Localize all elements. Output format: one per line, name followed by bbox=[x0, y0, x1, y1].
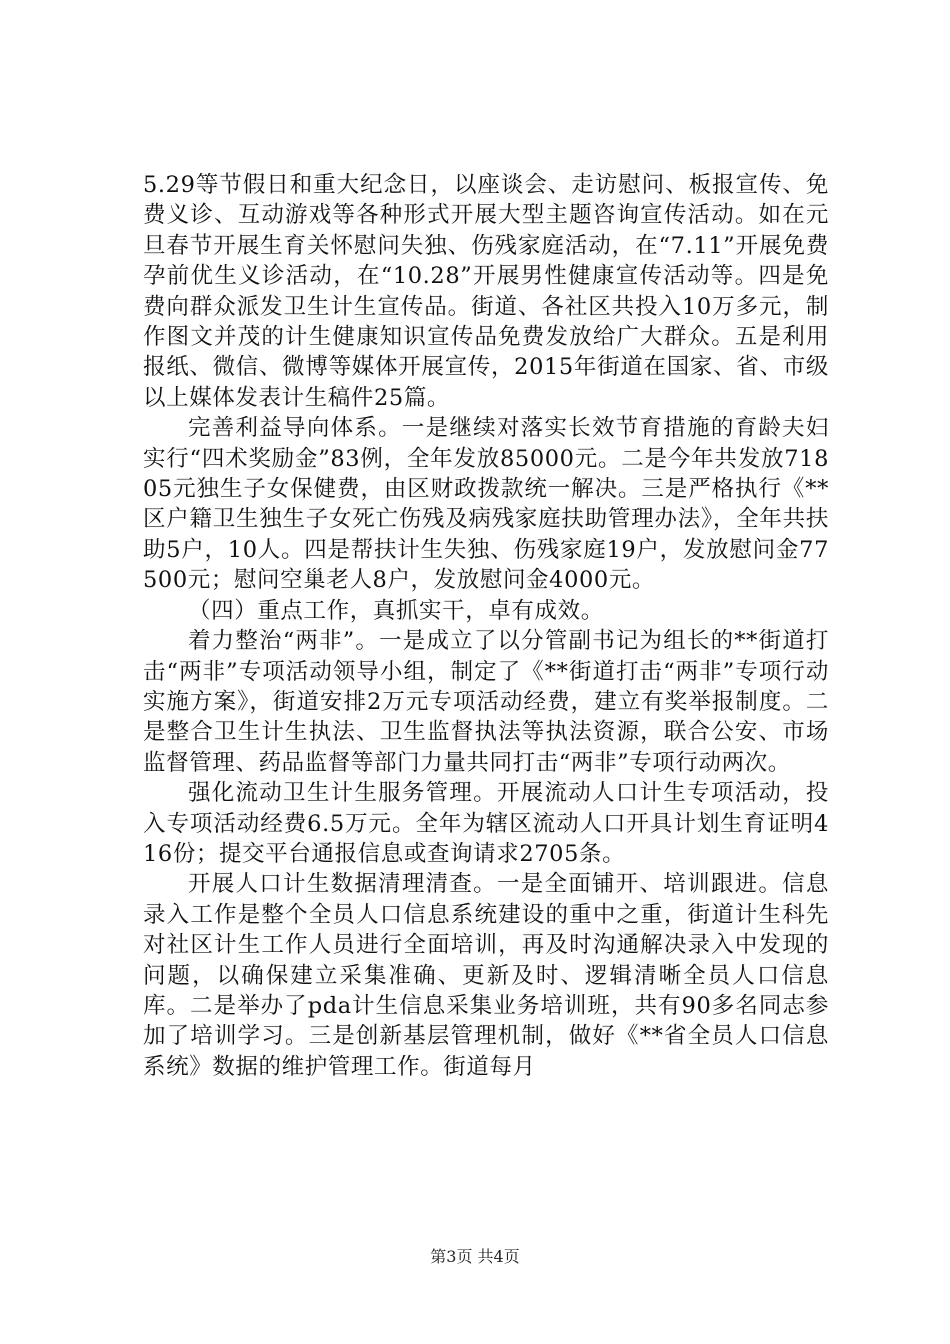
paragraph-publicity-continued: 5.29等节假日和重大纪念日，以座谈会、走访慰问、板报宣传、免费义诊、互动游戏等各种形式开展大型主题咨询宣传活动。如在元旦春节开展生育关怀慰问失独、伤残家庭活动，在“7.11”开展免费孕前优生义诊活动，在“10.28”开展男性健康宣传活动等。四是免费向群众派发卫生计生宣传品。街道、各社区共投入10万多元，制作图文并茂的计生健康知识宣传品免费发放给广大群众。五是利用报纸、微信、微博等媒体开展宣传，2015年街道在国家、省、市级以上媒体发表计生稿件25篇。 bbox=[143, 172, 829, 411]
section-heading-key-work: （四）重点工作，真抓实干，卓有成效。 bbox=[188, 597, 604, 624]
paragraph-floating-population: 强化流动卫生计生服务管理。开展流动人口计生专项活动，投入专项活动经费6.5万元。全年为辖区流动人口开具计划生育证明416份；提交平台通报信息或查询请求2705条。 bbox=[143, 780, 829, 867]
document-body bbox=[143, 170, 829, 1082]
paragraph-incentive-system: 完善利益导向体系。一是继续对落实长效节育措施的育龄夫妇实行“四术奖励金”83例，全年发放85000元。二是今年共发放71805元独生子女保健费，由区财政拨款统一解决。三是严格执行《**区户籍卫生独生子女死亡伤残及病残家庭扶助管理办法》，全年共扶助5户，10人。四是帮扶计生失独、伤残家庭19户，发放慰问金77500元；慰问空巢老人8户，发放慰问金4000元。 bbox=[143, 415, 829, 594]
paragraph-data-cleanup: 开展人口计生数据清理清查。一是全面铺开、培训跟进。信息录入工作是整个全员人口信息系统建设的重中之重，街道计生科先对社区计生工作人员进行全面培训，再及时沟通解决录入中发现的问题，以确保建立采集准确、更新及时、逻辑清晰全员人口信息库。二是举办了pda计生信息采集业务培训班，共有90多名同志参加了培训学习。三是创新基层管理机制，做好《**省全员人口信息系统》数据的维护管理工作。街道每月 bbox=[143, 871, 829, 1080]
page-number-footer: 第3页 共4页 bbox=[430, 1247, 520, 1266]
paragraph-two-illegal-rectification: 着力整治“两非”。一是成立了以分管副书记为组长的**街道打击“两非”专项活动领导小组，制定了《**街道打击“两非”专项行动实施方案》，街道安排2万元专项活动经费，建立有奖举报制度。二是整合卫生计生执法、卫生监督执法等执法资源，联合公安、市场监督管理、药品监督等部门力量共同打击“两非”专项行动两次。 bbox=[143, 628, 829, 776]
